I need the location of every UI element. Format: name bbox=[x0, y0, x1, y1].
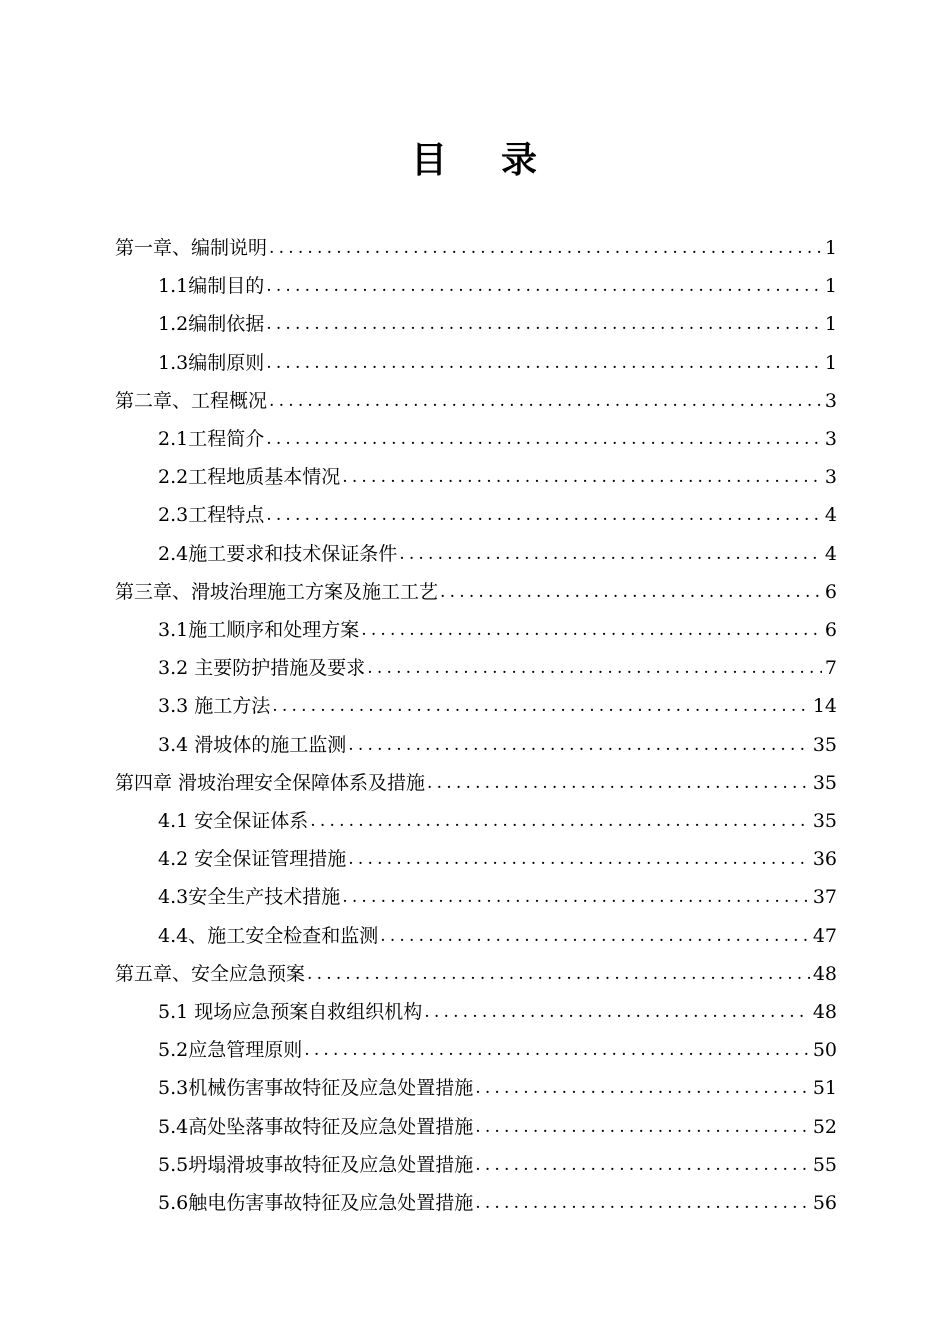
toc-dot-leader bbox=[310, 809, 810, 833]
toc-entry[interactable] bbox=[158, 611, 837, 649]
toc-entry-page-number: 3 bbox=[824, 428, 837, 450]
toc-entry-label: 第三章、滑坡治理施工方案及施工工艺 bbox=[115, 580, 439, 603]
toc-entry-page-number: 1 bbox=[824, 351, 837, 374]
toc-entry-label: 4.3安全生产技术措施 bbox=[158, 886, 341, 909]
toc-entry[interactable] bbox=[158, 267, 837, 305]
toc-entry[interactable] bbox=[158, 1069, 837, 1107]
toc-entry[interactable] bbox=[158, 993, 837, 1031]
toc-entry[interactable] bbox=[158, 496, 837, 534]
toc-entry-label: 2.3工程特点 bbox=[158, 504, 265, 527]
toc-entry-label: 3.1施工顺序和处理方案 bbox=[158, 619, 360, 641]
toc-entry-page-number: 47 bbox=[812, 924, 837, 947]
toc-entry-label: 3.4 滑坡体的施工监测 bbox=[158, 733, 347, 756]
toc-dot-leader bbox=[475, 1115, 810, 1139]
toc-entry[interactable] bbox=[158, 917, 837, 955]
toc-entry-label: 第四章 滑坡治理安全保障体系及措施 bbox=[115, 771, 426, 794]
toc-entry-label: 4.1 安全保证体系 bbox=[158, 810, 309, 832]
toc-dot-leader bbox=[266, 503, 822, 527]
toc-entry[interactable] bbox=[158, 1184, 837, 1222]
toc-entry[interactable] bbox=[158, 458, 837, 496]
toc-entry[interactable] bbox=[115, 955, 837, 993]
toc-dot-leader bbox=[307, 962, 810, 986]
toc-dot-leader bbox=[266, 312, 822, 336]
toc-entry-label: 第二章、工程概况 bbox=[115, 389, 268, 412]
toc-entry-label: 5.6触电伤害事故特征及应急处置措施 bbox=[158, 1192, 474, 1214]
toc-entry-page-number: 35 bbox=[812, 733, 837, 756]
toc-entry[interactable] bbox=[158, 420, 837, 458]
toc-dot-leader bbox=[348, 847, 810, 871]
toc-entry[interactable] bbox=[115, 573, 837, 611]
toc-entry-page-number: 36 bbox=[812, 848, 837, 871]
toc-entry[interactable] bbox=[115, 764, 837, 802]
toc-entry[interactable] bbox=[158, 535, 837, 573]
toc-entry-page-number: 52 bbox=[812, 1115, 837, 1138]
toc-entry-page-number: 14 bbox=[812, 695, 837, 718]
toc-entry-label: 4.2 安全保证管理措施 bbox=[158, 848, 347, 871]
toc-entry[interactable] bbox=[158, 840, 837, 878]
toc-dot-leader bbox=[266, 274, 822, 298]
toc-entry-page-number: 1 bbox=[824, 313, 837, 336]
toc-dot-leader bbox=[440, 580, 822, 604]
toc-dot-leader bbox=[266, 427, 822, 451]
toc-dot-leader bbox=[380, 924, 810, 948]
toc-entry[interactable] bbox=[158, 1108, 837, 1146]
toc-entry-page-number: 6 bbox=[824, 580, 837, 603]
toc-entry-page-number: 51 bbox=[812, 1077, 837, 1100]
toc-dot-leader bbox=[272, 694, 810, 718]
toc-entry[interactable] bbox=[158, 305, 837, 343]
toc-entry-label: 2.4施工要求和技术保证条件 bbox=[158, 542, 398, 565]
toc-entry-page-number: 3 bbox=[824, 466, 837, 489]
toc-entry[interactable] bbox=[158, 878, 837, 916]
toc-entry-page-number: 1 bbox=[824, 275, 837, 298]
toc-entry[interactable] bbox=[158, 344, 837, 382]
toc-dot-leader bbox=[367, 656, 822, 680]
toc-entry-label: 5.2应急管理原则 bbox=[158, 1039, 303, 1062]
toc-entry-page-number: 4 bbox=[824, 504, 837, 527]
toc-entry-label: 2.2工程地质基本情况 bbox=[158, 466, 341, 489]
title-char-1: 目 bbox=[410, 139, 449, 181]
toc-dot-leader bbox=[269, 236, 822, 260]
toc-dot-leader bbox=[475, 1076, 810, 1100]
toc-dot-leader bbox=[399, 542, 822, 566]
toc-entry[interactable] bbox=[158, 649, 837, 687]
toc-dot-leader bbox=[424, 1000, 810, 1024]
toc-entry-label: 3.3 施工方法 bbox=[158, 695, 271, 718]
toc-entry-page-number: 7 bbox=[824, 657, 837, 680]
toc-entry[interactable] bbox=[115, 382, 837, 420]
toc-entry[interactable] bbox=[158, 687, 837, 725]
toc-entry-label: 1.2编制依据 bbox=[158, 313, 265, 336]
toc-entry-page-number: 35 bbox=[812, 771, 837, 794]
toc-entry[interactable] bbox=[158, 1146, 837, 1184]
toc-entry-label: 第一章、编制说明 bbox=[115, 237, 268, 259]
toc-entry-label: 5.5坍塌滑坡事故特征及应急处置措施 bbox=[158, 1153, 474, 1176]
toc-entry-page-number: 1 bbox=[824, 237, 837, 259]
toc-entry-page-number: 4 bbox=[824, 542, 837, 565]
toc-entry-page-number: 56 bbox=[812, 1192, 837, 1214]
toc-entry-label: 2.1工程简介 bbox=[158, 428, 265, 450]
page-title bbox=[0, 138, 950, 182]
toc-entry-page-number: 50 bbox=[812, 1039, 837, 1062]
toc-dot-leader bbox=[342, 885, 810, 909]
toc-dot-leader bbox=[475, 1191, 810, 1215]
toc-dot-leader bbox=[304, 1038, 810, 1062]
toc-entry-page-number: 48 bbox=[812, 1001, 837, 1023]
toc-entry[interactable] bbox=[158, 1031, 837, 1069]
toc-dot-leader bbox=[266, 351, 822, 375]
toc-entry[interactable] bbox=[115, 229, 837, 267]
toc-entry-label: 5.1 现场应急预案自救组织机构 bbox=[158, 1001, 423, 1023]
toc-entry-label: 3.2 主要防护措施及要求 bbox=[158, 657, 366, 680]
toc-dot-leader bbox=[361, 618, 822, 642]
title-char-2: 录 bbox=[501, 139, 540, 181]
toc-entry-label: 1.1编制目的 bbox=[158, 275, 265, 298]
toc-entry-label: 第五章、安全应急预案 bbox=[115, 962, 306, 985]
toc-entry-label: 4.4、施工安全检查和监测 bbox=[158, 924, 379, 947]
toc-entry-page-number: 48 bbox=[812, 962, 837, 985]
toc-entry-page-number: 35 bbox=[812, 810, 837, 832]
toc-dot-leader bbox=[269, 389, 822, 413]
toc-dot-leader bbox=[348, 733, 810, 757]
toc-entry-label: 5.4高处坠落事故特征及应急处置措施 bbox=[158, 1115, 474, 1138]
toc-dot-leader bbox=[427, 771, 810, 795]
toc-entry[interactable] bbox=[158, 802, 837, 840]
toc-dot-leader bbox=[342, 465, 822, 489]
toc-entry-page-number: 55 bbox=[812, 1153, 837, 1176]
toc-entry-label: 5.3机械伤害事故特征及应急处置措施 bbox=[158, 1077, 474, 1100]
toc-entry-page-number: 37 bbox=[812, 886, 837, 909]
toc-entry-page-number: 3 bbox=[824, 389, 837, 412]
toc-entry-page-number: 6 bbox=[824, 619, 837, 641]
toc-entry[interactable] bbox=[158, 726, 837, 764]
toc-dot-leader bbox=[475, 1153, 810, 1177]
toc-entry-label: 1.3编制原则 bbox=[158, 351, 265, 374]
